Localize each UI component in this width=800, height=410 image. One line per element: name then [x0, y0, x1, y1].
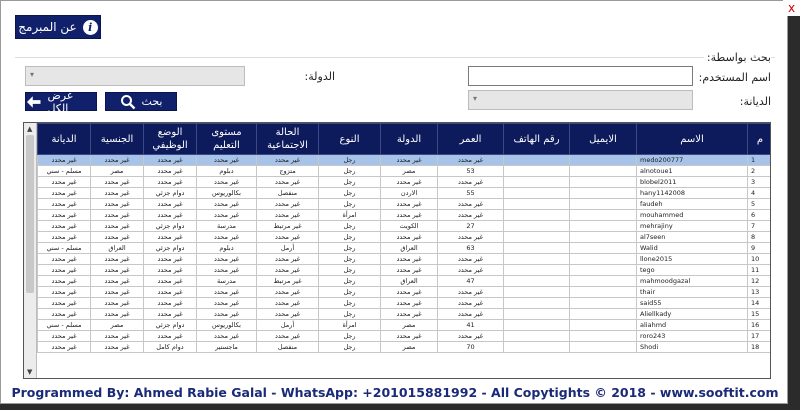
- cell-phone: [504, 265, 570, 276]
- taskbar: [0, 404, 800, 410]
- search-icon: [120, 94, 136, 110]
- cell-nationality: غير محدد: [91, 254, 144, 265]
- cell-email: [570, 232, 637, 243]
- cell-gender: رجل: [319, 243, 381, 254]
- table-row[interactable]: [38, 320, 772, 331]
- table-row[interactable]: [38, 342, 772, 353]
- cell-index: 10: [748, 254, 772, 265]
- cell-job-status: دوام كامل: [144, 342, 197, 353]
- cell-phone: [504, 298, 570, 309]
- header-column-name[interactable]: الاسم: [637, 124, 748, 155]
- cell-education: غير محدد: [197, 177, 257, 188]
- scrollbar-thumb[interactable]: [26, 135, 34, 293]
- cell-email: [570, 331, 637, 342]
- cell-education: بكالوريوس: [197, 188, 257, 199]
- cell-religion: غير محدد: [38, 276, 91, 287]
- search-section-title: بحث بواسطة:: [704, 51, 771, 64]
- cell-name: medo200777: [637, 155, 748, 166]
- cell-age: 47: [438, 276, 504, 287]
- cell-nationality: غير محدد: [91, 232, 144, 243]
- cell-country: مصر: [381, 320, 438, 331]
- cell-gender: رجل: [319, 188, 381, 199]
- table-row[interactable]: [38, 265, 772, 276]
- cell-education: دبلوم: [197, 243, 257, 254]
- cell-email: [570, 210, 637, 221]
- cell-marital-status: غير مرتبط: [257, 221, 319, 232]
- cell-religion: غير محدد: [38, 331, 91, 342]
- table-row[interactable]: [38, 221, 772, 232]
- cell-marital-status: غير محدد: [257, 298, 319, 309]
- cell-religion: غير محدد: [38, 177, 91, 188]
- header-column-age[interactable]: العمر: [438, 124, 504, 155]
- cell-name: Walid: [637, 243, 748, 254]
- cell-phone: [504, 188, 570, 199]
- cell-nationality: غير محدد: [91, 188, 144, 199]
- cell-job-status: دوام جزئي: [144, 221, 197, 232]
- table-row[interactable]: [38, 309, 772, 320]
- cell-age: 27: [438, 221, 504, 232]
- cell-phone: [504, 221, 570, 232]
- cell-gender: رجل: [319, 287, 381, 298]
- cell-age: غير محدد: [438, 309, 504, 320]
- table-header-row: [38, 124, 772, 155]
- cell-age: 70: [438, 342, 504, 353]
- cell-phone: [504, 199, 570, 210]
- cell-phone: [504, 243, 570, 254]
- vertical-scrollbar[interactable]: [24, 123, 37, 378]
- cell-marital-status: غير مرتبط: [257, 276, 319, 287]
- cell-phone: [504, 276, 570, 287]
- table-row[interactable]: [38, 287, 772, 298]
- cell-index: 5: [748, 199, 772, 210]
- header-column-phone[interactable]: رقم الهاتف: [504, 124, 570, 155]
- cell-marital-status: غير محدد: [257, 254, 319, 265]
- cell-marital-status: غير محدد: [257, 210, 319, 221]
- cell-job-status: غير محدد: [144, 309, 197, 320]
- cell-phone: [504, 287, 570, 298]
- cell-marital-status: غير محدد: [257, 265, 319, 276]
- cell-education: مدرسة: [197, 276, 257, 287]
- cell-job-status: دوام جزئي: [144, 188, 197, 199]
- cell-gender: رجل: [319, 155, 381, 166]
- cell-country: الكويت: [381, 221, 438, 232]
- cell-religion: غير محدد: [38, 265, 91, 276]
- cell-age: 41: [438, 320, 504, 331]
- cell-job-status: غير محدد: [144, 210, 197, 221]
- cell-education: دبلوم: [197, 166, 257, 177]
- table-row[interactable]: [38, 188, 772, 199]
- cell-name: tego: [637, 265, 748, 276]
- cell-gender: رجل: [319, 309, 381, 320]
- cell-country: غير محدد: [381, 210, 438, 221]
- about-programmer-button[interactable]: [15, 15, 101, 39]
- cell-name: said55: [637, 298, 748, 309]
- cell-religion: غير محدد: [38, 210, 91, 221]
- info-icon: i: [83, 20, 98, 35]
- cell-marital-status: غير محدد: [257, 199, 319, 210]
- table-row[interactable]: [38, 254, 772, 265]
- cell-name: llone2015: [637, 254, 748, 265]
- cell-country: غير محدد: [381, 309, 438, 320]
- cell-nationality: غير محدد: [91, 342, 144, 353]
- cell-education: غير محدد: [197, 199, 257, 210]
- cell-religion: غير محدد: [38, 155, 91, 166]
- cell-job-status: غير محدد: [144, 166, 197, 177]
- cell-email: [570, 243, 637, 254]
- cell-index: 16: [748, 320, 772, 331]
- search-button[interactable]: [105, 92, 177, 111]
- cell-phone: [504, 155, 570, 166]
- cell-index: 18: [748, 342, 772, 353]
- cell-nationality: غير محدد: [91, 177, 144, 188]
- cell-name: al7seen: [637, 232, 748, 243]
- cell-age: غير محدد: [438, 199, 504, 210]
- cell-job-status: دوام جزئي: [144, 320, 197, 331]
- cell-gender: رجل: [319, 265, 381, 276]
- header-column-email[interactable]: الايميل: [570, 124, 637, 155]
- search-panel: [15, 51, 775, 115]
- cell-age: 55: [438, 188, 504, 199]
- cell-index: 4: [748, 188, 772, 199]
- header-column-index[interactable]: م: [748, 124, 772, 155]
- cell-job-status: غير محدد: [144, 331, 197, 342]
- cell-gender: رجل: [319, 166, 381, 177]
- cell-index: 1: [748, 155, 772, 166]
- religion-dropdown[interactable]: [468, 90, 693, 110]
- table-row[interactable]: [38, 177, 772, 188]
- cell-nationality: غير محدد: [91, 298, 144, 309]
- cell-index: 11: [748, 265, 772, 276]
- cell-job-status: غير محدد: [144, 155, 197, 166]
- cell-religion: غير محدد: [38, 232, 91, 243]
- cell-email: [570, 320, 637, 331]
- cell-index: 8: [748, 232, 772, 243]
- cell-religion: مسلم - سني: [38, 243, 91, 254]
- chevron-down-icon: ▾: [30, 70, 35, 79]
- cell-job-status: دوام جزئي: [144, 243, 197, 254]
- cell-name: mahmoodgazal: [637, 276, 748, 287]
- username-label: اسم المستخدم:: [698, 71, 771, 84]
- cell-nationality: غير محدد: [91, 287, 144, 298]
- cell-job-status: غير محدد: [144, 254, 197, 265]
- cell-email: [570, 177, 637, 188]
- table-row[interactable]: [38, 166, 772, 177]
- cell-education: غير محدد: [197, 265, 257, 276]
- cell-index: 3: [748, 177, 772, 188]
- cell-age: غير محدد: [438, 232, 504, 243]
- cell-phone: [504, 210, 570, 221]
- cell-name: faudeh: [637, 199, 748, 210]
- cell-religion: غير محدد: [38, 287, 91, 298]
- cell-age: غير محدد: [438, 155, 504, 166]
- cell-age: غير محدد: [438, 298, 504, 309]
- cell-nationality: غير محدد: [91, 221, 144, 232]
- cell-index: 9: [748, 243, 772, 254]
- cell-marital-status: متزوج: [257, 166, 319, 177]
- cell-marital-status: غير محدد: [257, 331, 319, 342]
- cell-nationality: مصر: [91, 166, 144, 177]
- table-row[interactable]: [38, 243, 772, 254]
- username-input[interactable]: [468, 66, 693, 86]
- cell-job-status: غير محدد: [144, 265, 197, 276]
- cell-religion: مسلم - سني: [38, 320, 91, 331]
- header-column-religion[interactable]: الديانة: [38, 124, 91, 155]
- cell-job-status: غير محدد: [144, 177, 197, 188]
- cell-marital-status: غير محدد: [257, 309, 319, 320]
- close-icon[interactable]: x: [783, 0, 800, 16]
- cell-name: thair: [637, 287, 748, 298]
- cell-name: Shodi: [637, 342, 748, 353]
- data-grid: [37, 123, 771, 353]
- cell-country: غير محدد: [381, 177, 438, 188]
- table-row[interactable]: [38, 298, 772, 309]
- cell-email: [570, 276, 637, 287]
- table-row[interactable]: [38, 232, 772, 243]
- table-row[interactable]: [38, 331, 772, 342]
- cell-country: غير محدد: [381, 232, 438, 243]
- cell-religion: غير محدد: [38, 199, 91, 210]
- cell-gender: امرأة: [319, 210, 381, 221]
- cell-nationality: غير محدد: [91, 199, 144, 210]
- back-arrow-icon: [26, 95, 41, 109]
- cell-job-status: غير محدد: [144, 232, 197, 243]
- cell-country: غير محدد: [381, 287, 438, 298]
- cell-phone: [504, 320, 570, 331]
- country-label: الدولة:: [304, 70, 335, 83]
- cell-phone: [504, 166, 570, 177]
- cell-job-status: غير محدد: [144, 298, 197, 309]
- cell-index: 2: [748, 166, 772, 177]
- cell-index: 14: [748, 298, 772, 309]
- cell-email: [570, 155, 637, 166]
- cell-marital-status: أرمل: [257, 320, 319, 331]
- chevron-down-icon: ▾: [473, 94, 478, 103]
- show-all-button[interactable]: [25, 88, 97, 115]
- scroll-down-icon[interactable]: ▼: [27, 368, 33, 376]
- cell-country: مصر: [381, 166, 438, 177]
- cell-age: غير محدد: [438, 210, 504, 221]
- country-dropdown[interactable]: [25, 66, 245, 86]
- cell-email: [570, 166, 637, 177]
- cell-marital-status: منفصل: [257, 342, 319, 353]
- cell-email: [570, 342, 637, 353]
- cell-name: blobel2011: [637, 177, 748, 188]
- cell-email: [570, 188, 637, 199]
- cell-education: ماجستير: [197, 342, 257, 353]
- cell-gender: امرأة: [319, 320, 381, 331]
- cell-marital-status: غير محدد: [257, 287, 319, 298]
- cell-gender: رجل: [319, 298, 381, 309]
- cell-email: [570, 265, 637, 276]
- cell-country: غير محدد: [381, 331, 438, 342]
- cell-nationality: مصر: [91, 320, 144, 331]
- cell-index: 12: [748, 276, 772, 287]
- search-button-label: بحث: [141, 95, 163, 108]
- cell-email: [570, 199, 637, 210]
- cell-email: [570, 254, 637, 265]
- cell-index: 13: [748, 287, 772, 298]
- cell-phone: [504, 331, 570, 342]
- cell-country: العراق: [381, 276, 438, 287]
- cell-education: غير محدد: [197, 309, 257, 320]
- cell-marital-status: غير محدد: [257, 232, 319, 243]
- cell-phone: [504, 342, 570, 353]
- cell-country: غير محدد: [381, 199, 438, 210]
- cell-education: بكالوريوس: [197, 320, 257, 331]
- cell-marital-status: منفصل: [257, 188, 319, 199]
- cell-country: مصر: [381, 342, 438, 353]
- cell-country: العراق: [381, 243, 438, 254]
- cell-gender: رجل: [319, 199, 381, 210]
- cell-phone: [504, 232, 570, 243]
- header-column-country[interactable]: الدولة: [381, 124, 438, 155]
- cell-education: غير محدد: [197, 210, 257, 221]
- users-table: [23, 122, 771, 379]
- cell-nationality: العراق: [91, 243, 144, 254]
- cell-phone: [504, 309, 570, 320]
- cell-marital-status: أرمل: [257, 243, 319, 254]
- cell-index: 6: [748, 210, 772, 221]
- cell-index: 17: [748, 331, 772, 342]
- cell-age: غير محدد: [438, 265, 504, 276]
- header-column-gender[interactable]: النوع: [319, 124, 381, 155]
- cell-email: [570, 221, 637, 232]
- cell-age: غير محدد: [438, 254, 504, 265]
- cell-nationality: غير محدد: [91, 276, 144, 287]
- cell-job-status: غير محدد: [144, 276, 197, 287]
- cell-gender: رجل: [319, 276, 381, 287]
- cell-job-status: غير محدد: [144, 287, 197, 298]
- cell-education: مدرسة: [197, 221, 257, 232]
- cell-education: غير محدد: [197, 232, 257, 243]
- table-row[interactable]: [38, 155, 772, 166]
- cell-education: غير محدد: [197, 155, 257, 166]
- cell-nationality: غير محدد: [91, 309, 144, 320]
- cell-marital-status: غير محدد: [257, 177, 319, 188]
- cell-religion: غير محدد: [38, 221, 91, 232]
- cell-name: aliahmd: [637, 320, 748, 331]
- header-column-job-status[interactable]: الوضع الوظيفي: [144, 124, 197, 155]
- cell-job-status: غير محدد: [144, 199, 197, 210]
- table-row[interactable]: [38, 199, 772, 210]
- scroll-up-icon[interactable]: ▲: [27, 125, 33, 133]
- cell-name: alnotoue1: [637, 166, 748, 177]
- cell-nationality: غير محدد: [91, 331, 144, 342]
- cell-gender: رجل: [319, 331, 381, 342]
- cell-nationality: غير محدد: [91, 210, 144, 221]
- cell-nationality: غير محدد: [91, 265, 144, 276]
- cell-gender: رجل: [319, 177, 381, 188]
- religion-label: الديانة:: [739, 95, 771, 108]
- header-column-education[interactable]: مستوى التعليم: [197, 124, 257, 155]
- cell-country: غير محدد: [381, 155, 438, 166]
- cell-religion: غير محدد: [38, 309, 91, 320]
- cell-age: 53: [438, 166, 504, 177]
- cell-education: غير محدد: [197, 298, 257, 309]
- cell-education: غير محدد: [197, 254, 257, 265]
- cell-country: غير محدد: [381, 298, 438, 309]
- cell-email: [570, 298, 637, 309]
- header-column-nationality[interactable]: الجنسية: [91, 124, 144, 155]
- cell-education: غير محدد: [197, 287, 257, 298]
- cell-gender: رجل: [319, 254, 381, 265]
- header-column-marital-status[interactable]: الحالة الاجتماعية: [257, 124, 319, 155]
- cell-gender: رجل: [319, 342, 381, 353]
- cell-religion: غير محدد: [38, 298, 91, 309]
- cell-name: mouhammed: [637, 210, 748, 221]
- cell-religion: مسلم - سني: [38, 166, 91, 177]
- cell-name: roro243: [637, 331, 748, 342]
- cell-country: غير محدد: [381, 254, 438, 265]
- cell-name: Aliellkady: [637, 309, 748, 320]
- cell-marital-status: غير محدد: [257, 155, 319, 166]
- about-button-label: عن المبرمج: [18, 20, 77, 34]
- table-row[interactable]: [38, 210, 772, 221]
- cell-name: hany1142008: [637, 188, 748, 199]
- table-body: [38, 155, 772, 353]
- cell-index: 15: [748, 309, 772, 320]
- cell-religion: غير محدد: [38, 254, 91, 265]
- cell-index: 7: [748, 221, 772, 232]
- cell-phone: [504, 177, 570, 188]
- cell-gender: رجل: [319, 221, 381, 232]
- cell-name: mehrajiny: [637, 221, 748, 232]
- cell-religion: غير محدد: [38, 188, 91, 199]
- cell-age: غير محدد: [438, 287, 504, 298]
- cell-nationality: غير محدد: [91, 155, 144, 166]
- cell-email: [570, 287, 637, 298]
- cell-age: 63: [438, 243, 504, 254]
- cell-country: الاردن: [381, 188, 438, 199]
- cell-gender: رجل: [319, 232, 381, 243]
- cell-religion: غير محدد: [38, 342, 91, 353]
- copyright-footer: Programmed By: Ahmed Rabie Galal - WhatsApp: +201015881992 - All Copytights © 2018 - www.sooftit.com: [11, 385, 779, 400]
- cell-education: غير محدد: [197, 331, 257, 342]
- background-strip: [788, 16, 800, 410]
- cell-email: [570, 309, 637, 320]
- cell-age: غير محدد: [438, 331, 504, 342]
- table-row[interactable]: [38, 276, 772, 287]
- cell-country: غير محدد: [381, 265, 438, 276]
- cell-phone: [504, 254, 570, 265]
- cell-age: غير محدد: [438, 177, 504, 188]
- show-all-button-label: عرض الكل: [47, 88, 74, 115]
